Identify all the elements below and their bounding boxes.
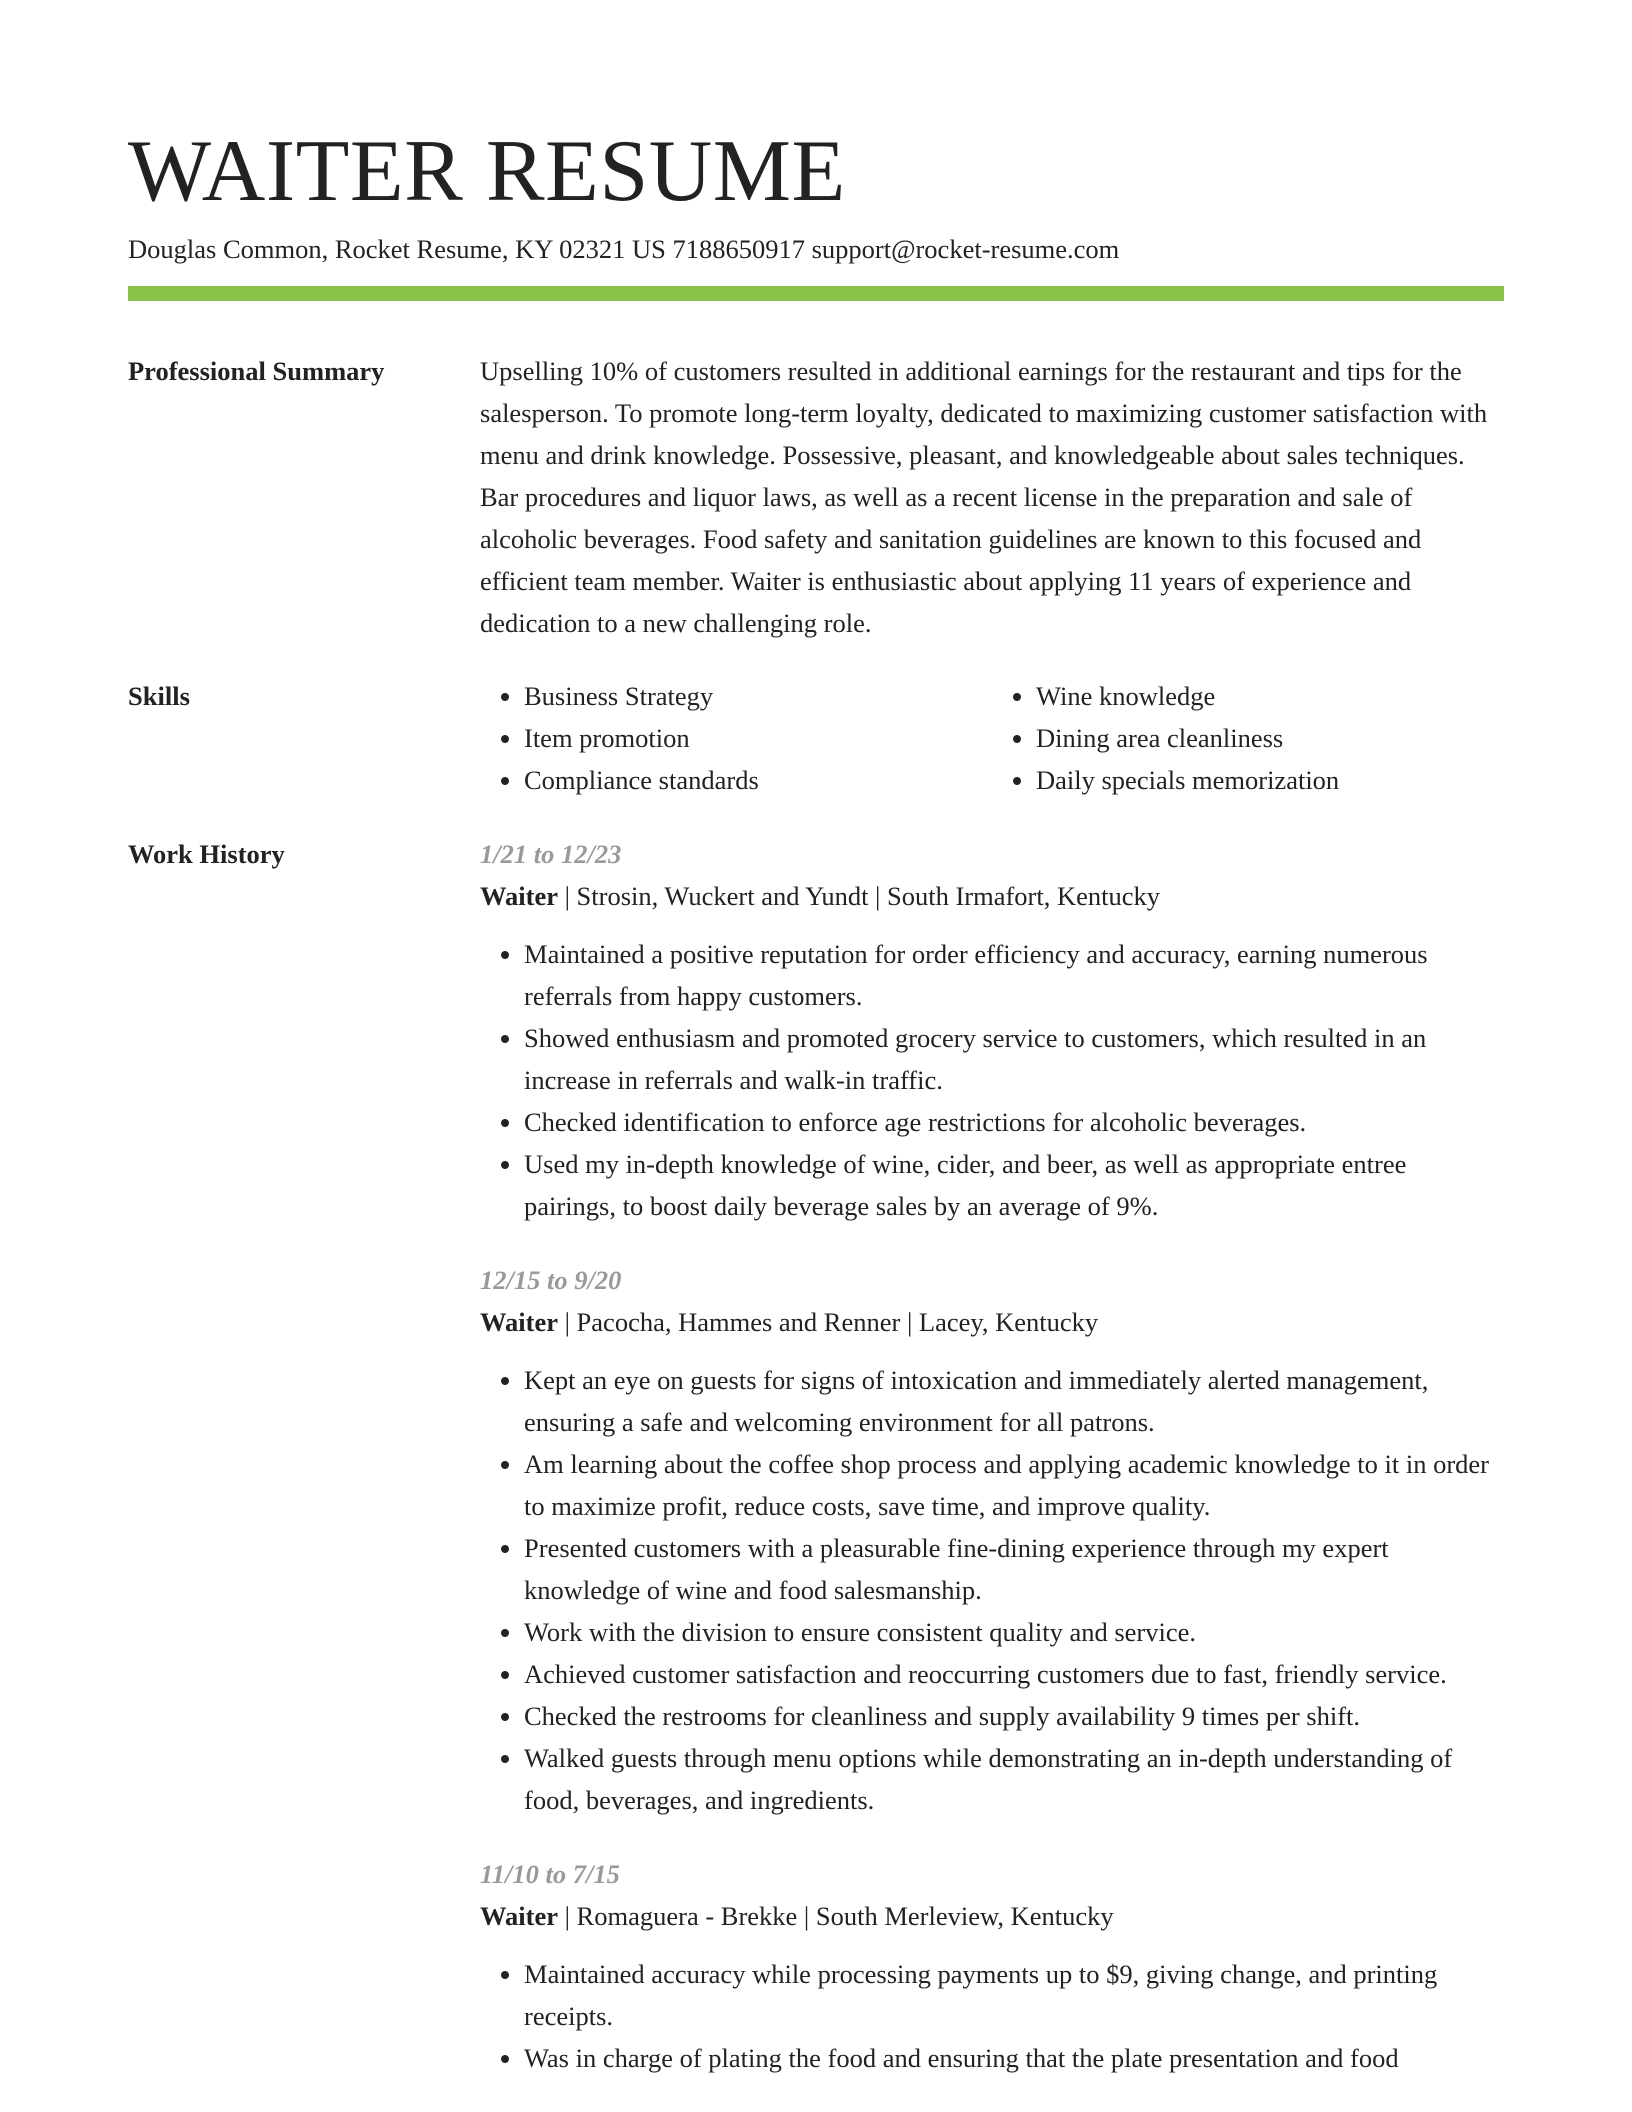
header-divider [128,286,1504,301]
summary-text: Upselling 10% of customers resulted in additional earnings for the restaurant and tips for the salesperson. To promote long-term loyalty, dedicated to maximizing customer satisfaction with menu and drink knowledge. Possessive, pleasant, and knowledgeable about sales techniques. Bar procedures and liquor laws, as well as a recent license in the preparation and sale of alcoholic beverages. Food safety and sanitation guidelines are known to this focused and efficient team member. Waiter is enthusiastic about applying 11 years of experience and dedication to a new challenging role. [480,356,1488,638]
job-dates: 11/10 to 7/15 [480,1859,620,1889]
contact-line: Douglas Common, Rocket Resume, KY 02321 US 7188650917 support@rocket-resume.com [128,234,1120,264]
job-heading [480,875,1504,917]
job-bullet-list [480,1359,1504,1821]
skill-item: • Item promotion [524,717,992,759]
skill-item: • Compliance standards [524,759,992,801]
job-bullet: • Maintained accuracy while processing payments up to $9, giving change, and printing receipts. [524,1953,1504,2037]
skill-item: • Dining area cleanliness [1036,717,1504,759]
section-label-work-history: Work History [128,839,285,869]
section-label-summary: Professional Summary [128,356,385,386]
skills-body [480,675,1504,801]
job-bullet: • Used my in-depth knowledge of wine, cider, and beer, as well as appropriate entree pairings, to boost daily beverage sales by an average of 9%. [524,1143,1504,1227]
job-bullet: • Am learning about the coffee shop process and applying academic knowledge to it in order to maximize profit, reduce costs, save time, and improve quality. [524,1443,1504,1527]
job-entry [480,833,1504,1227]
skills-list-left [480,675,992,801]
job-bullet: • Was in charge of plating the food and ensuring that the plate presentation and food [524,2037,1504,2079]
job-heading [480,1301,1504,1343]
job-title: Waiter [480,881,558,911]
skills-list-right [992,675,1504,801]
job-bullet: • Showed enthusiasm and promoted grocery service to customers, which resulted in an increase in referrals and walk-in traffic. [524,1017,1504,1101]
job-employer-location: | Romaguera - Brekke | South Merleview, Kentucky [558,1901,1114,1931]
job-bullet: • Work with the division to ensure consistent quality and service. [524,1611,1504,1653]
job-employer-location: | Pacocha, Hammes and Renner | Lacey, Kentucky [558,1307,1099,1337]
job-bullet: • Kept an eye on guests for signs of intoxication and immediately alerted management, ensuring a safe and welcoming environment for all patrons. [524,1359,1504,1443]
job-title: Waiter [480,1307,558,1337]
job-bullet: • Maintained a positive reputation for order efficiency and accuracy, earning numerous referrals from happy customers. [524,933,1504,1017]
job-bullet: • Achieved customer satisfaction and reoccurring customers due to fast, friendly service. [524,1653,1504,1695]
summary-body [480,350,1504,644]
job-bullet-list [480,933,1504,1227]
job-heading [480,1895,1504,1937]
resume-title: WAITER RESUME [128,123,846,220]
skill-item: • Business Strategy [524,675,992,717]
job-bullet: • Checked the restrooms for cleanliness and supply availability 9 times per shift. [524,1695,1504,1737]
job-title: Waiter [480,1901,558,1931]
skills-grid [480,675,1504,801]
job-bullet: • Walked guests through menu options while demonstrating an in-depth understanding of food, beverages, and ingredients. [524,1737,1504,1821]
job-bullet-list [480,1953,1504,2079]
job-dates: 12/15 to 9/20 [480,1265,622,1295]
work-history-body [480,833,1504,2111]
skill-item: • Wine knowledge [1036,675,1504,717]
job-bullet: • Presented customers with a pleasurable fine-dining experience through my expert knowledge of wine and food salesmanship. [524,1527,1504,1611]
job-entry [480,1853,1504,2079]
job-entry [480,1259,1504,1821]
skill-item: • Daily specials memorization [1036,759,1504,801]
section-label-skills: Skills [128,681,190,711]
job-bullet: • Checked identification to enforce age restrictions for alcoholic beverages. [524,1101,1504,1143]
job-employer-location: | Strosin, Wuckert and Yundt | South Irmafort, Kentucky [558,881,1161,911]
job-dates: 1/21 to 12/23 [480,839,622,869]
